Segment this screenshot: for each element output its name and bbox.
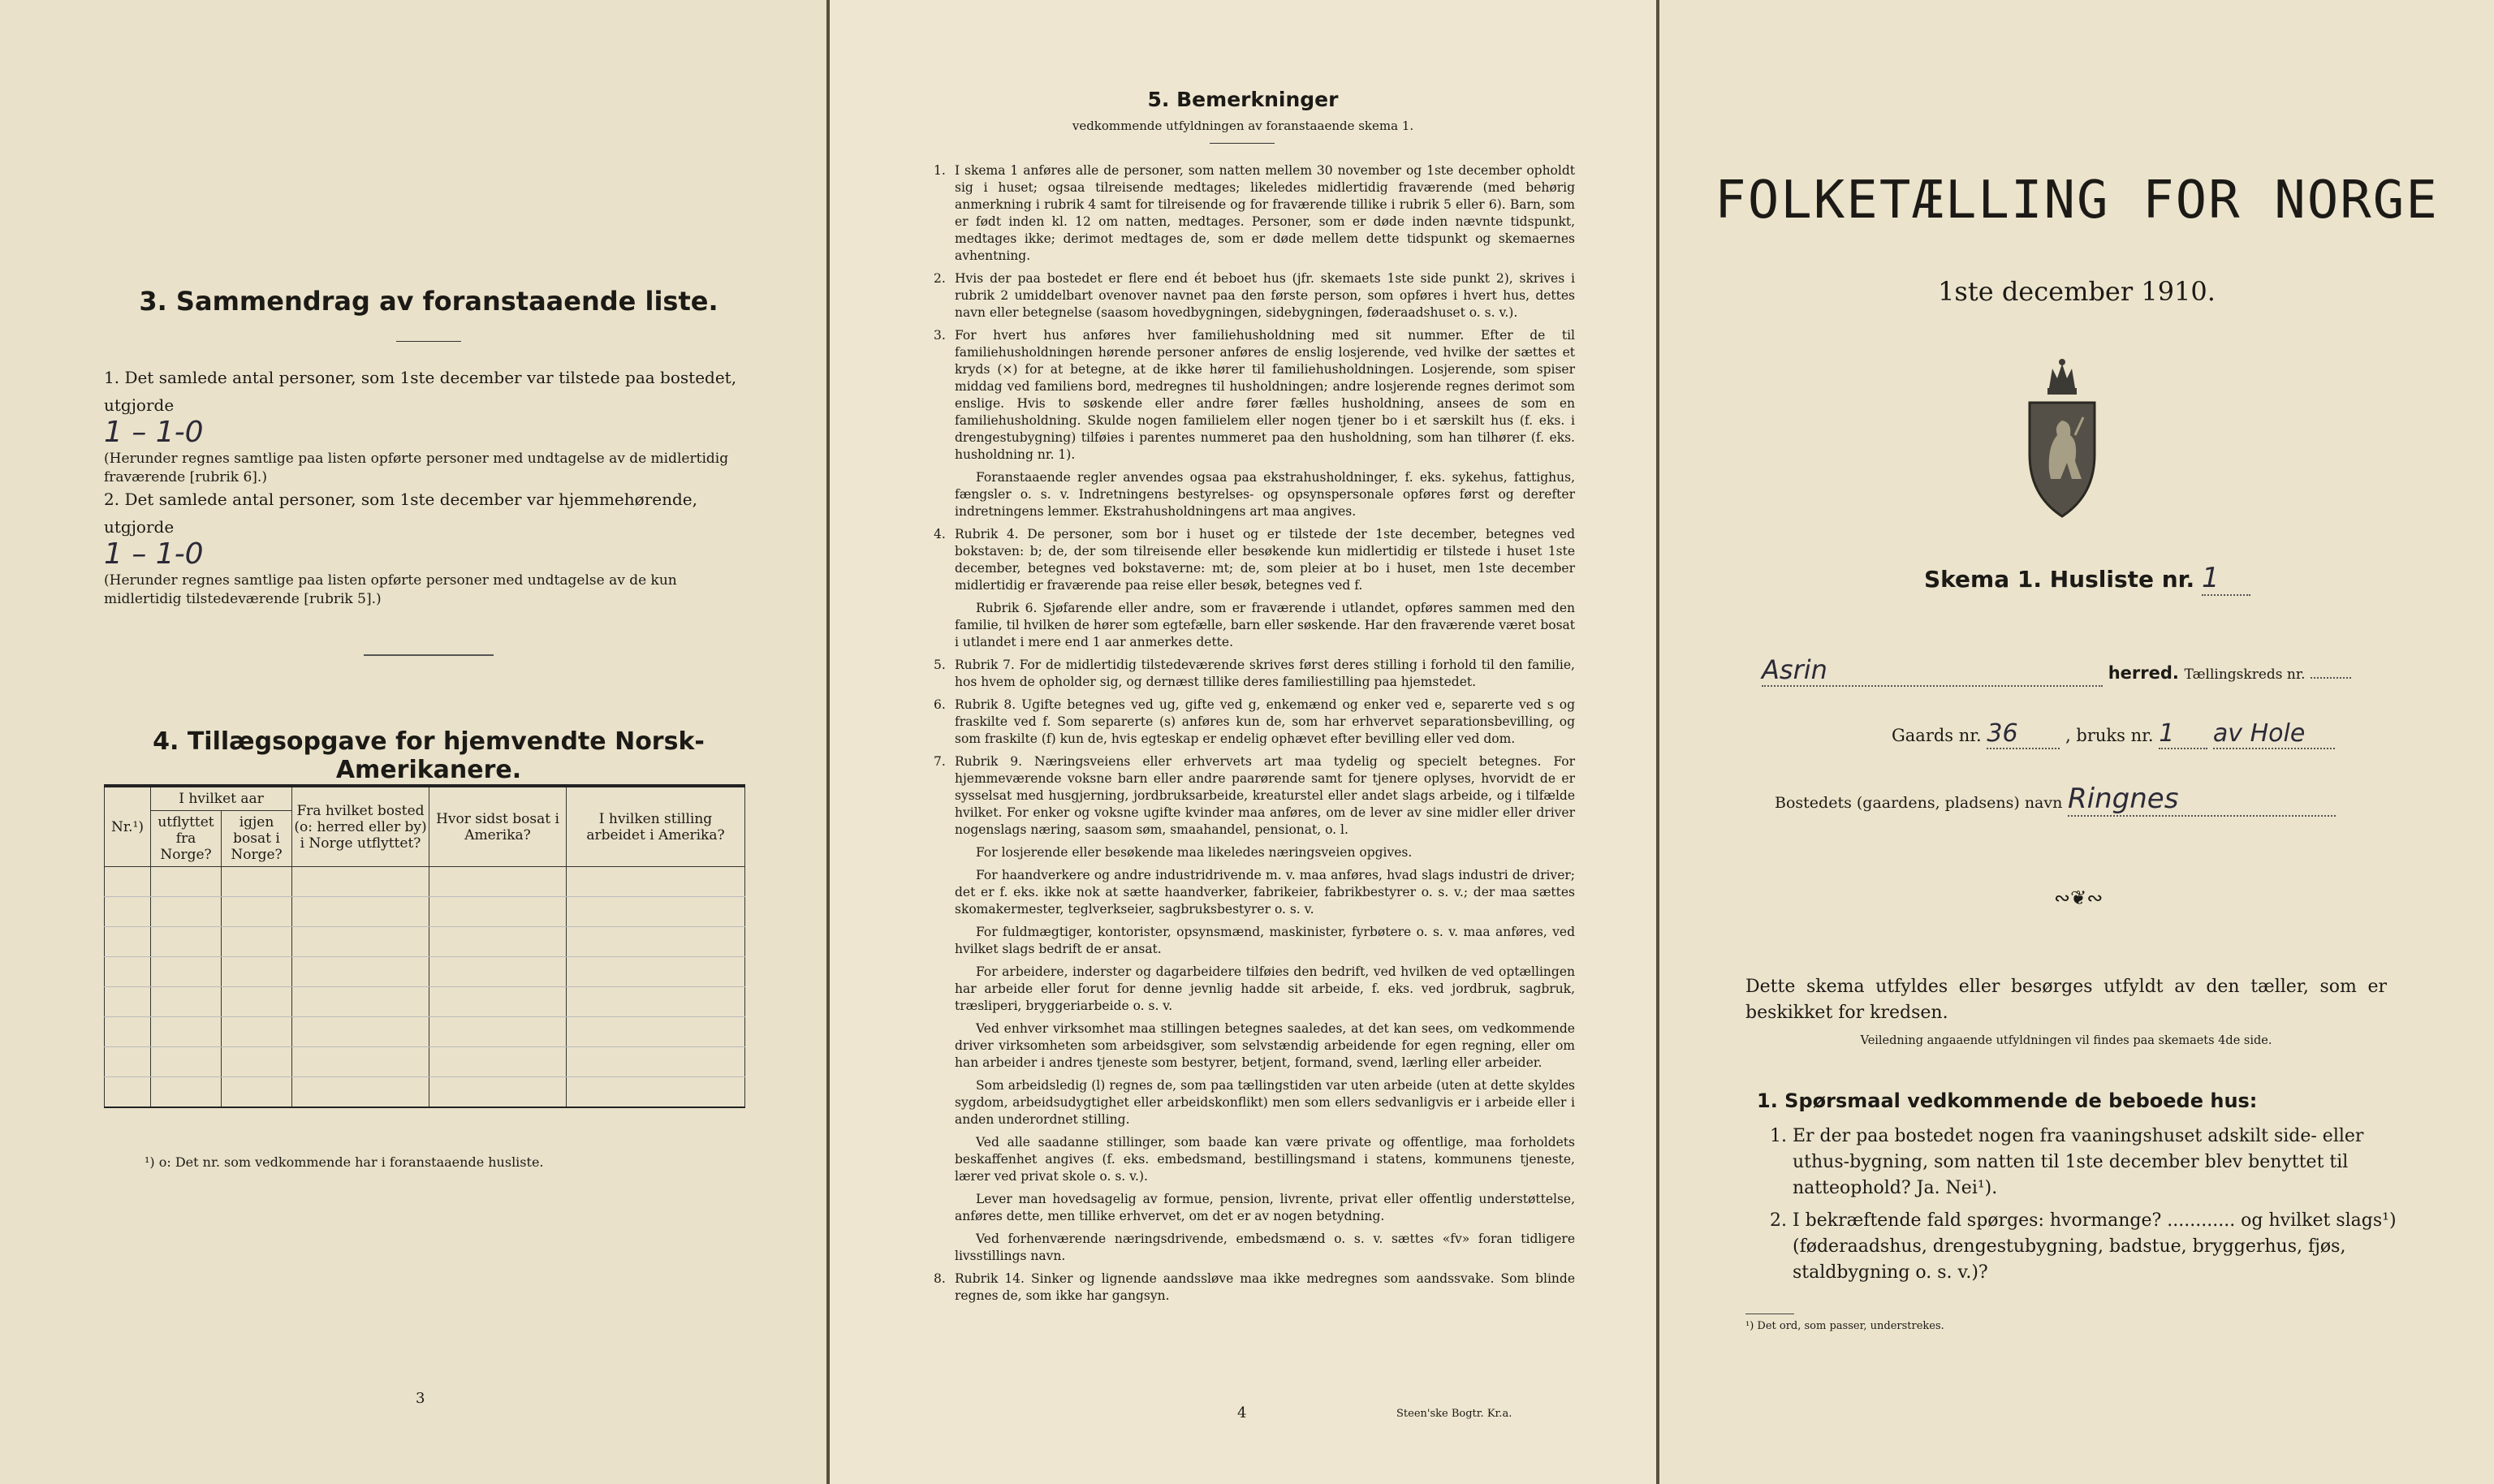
remark-text: For losjerende eller besøkende maa likeledes næringsveien opgives. — [976, 845, 1413, 860]
remark-number — [934, 1231, 955, 1265]
ornament: ∾❦∾ — [2054, 887, 2104, 909]
section-4-heading: 4. Tillægsopgave for hjemvendte Norsk-Amerikanere. — [153, 727, 705, 784]
remark-item — [934, 1270, 1575, 1305]
remark-number — [934, 1191, 955, 1225]
remark-text: I skema 1 anføres alle de personer, som natten mellem 30 november og 1ste december opholdt sig i huset; ogsaa tilreisende medtages; likeledes midlertidig fraværende (med behørig anmerkning i rubrik 4 samt for tilreisende og for fraværende tillike i rubrik 5 eller 6). Barn, som er født inden kl. 12 om natten, medtages. Personer, som er døde inden nævnte tidspunkt, medtages ikke; derimot medtages de, som er døde mellem dette tidspunkt og skemaernes avhentning. — [955, 163, 1575, 263]
remark-number: 6. — [934, 697, 946, 712]
remark-text: Ved forhenværende næringsdrivende, embedsmænd o. s. v. sættes «fv» foran tidligere livsstillings navn. — [955, 1232, 1575, 1263]
remark-text: Foranstaaende regler anvendes ogsaa paa ekstrahusholdninger, f. eks. sykehus, fattighus, fængsler o. s. v. Indretningens bestyrelses- og opsynspersonale opføres først og derefter indretningens lemmer. Ekstrahusholdningens art maa angives. — [955, 470, 1575, 519]
remark-item — [934, 1134, 1575, 1185]
table-row — [105, 867, 745, 897]
remark-item — [934, 697, 1575, 748]
house-question-1: 1. Er der paa bostedet nogen fra vaaningshuset adskilt side- eller uthus-bygning, som natten til 1ste december blev benyttet til natteophold? Ja. Nei¹). — [1770, 1126, 2364, 1198]
norsk-amerikanere-table — [104, 784, 745, 1108]
remark-text: Rubrik 14. Sinker og lignende aandssløve maa ikke medregnes som aandssvake. Som blinde regnes de, som ikke har gangsyn. — [955, 1271, 1575, 1303]
remark-number — [934, 924, 955, 958]
table-row — [105, 957, 745, 987]
remark-item — [934, 924, 1575, 958]
q2-handwritten-value: 1 – 1-0 — [104, 537, 204, 571]
remark-number: 4. — [934, 527, 946, 541]
remark-number — [934, 1077, 955, 1128]
remark-item — [934, 753, 1575, 839]
q2-text: 2. Det samlede antal personer, som 1ste december var hjemmehørende, utgjorde — [104, 490, 697, 537]
remark-text: For arbeidere, inderster og dagarbeidere tilføies den bedrift, ved hvilken de ved optællingen har arbeide eller forut for denne jevnlig hadde sit arbeide, f. eks. ved jordbruk, sagbruk, træsliperi, bryggeriarbeide o. s. v. — [955, 964, 1575, 1013]
remark-number: 5. — [934, 658, 946, 672]
summary-question-1 — [104, 364, 745, 487]
intro-note: Veiledning angaaende utfyldningen vil findes paa skemaets 4de side. — [1860, 1034, 2272, 1047]
remarks-list — [934, 162, 1575, 1310]
remark-item — [934, 162, 1575, 265]
table-row — [105, 987, 745, 1017]
col-hvor-sidst: Hvor sidst bosat i Amerika? — [429, 786, 567, 867]
table-row — [105, 1017, 745, 1047]
remark-item — [934, 526, 1575, 594]
remark-text: For fuldmægtiger, kontorister, opsynsmænd, maskinister, fyrbøtere o. s. v. maa anføres, ved hvilket slags bedrift de er ansat. — [955, 925, 1575, 956]
remark-text: Rubrik 6. Sjøfarende eller andre, som er fraværende i utlandet, opføres sammen med den familie, til hvilken de hører som egtefælle, barn eller søskende. Har den fraværende været bosat i utlandet i mere end 1 aar anmerkes dette. — [955, 601, 1575, 649]
schema-line — [1924, 562, 2330, 596]
remark-text: Hvis der paa bostedet er flere end ét beboet hus (jfr. skemaets 1ste side punkt 2), skrives i rubrik 2 umiddelbart ovenover navnet paa den første person, som opføres i hvert hus, dettes navn eller betegnelse (saasom hovedbygningen, sidebygningen, føderaadshuset o. s. v.). — [955, 271, 1575, 320]
remark-item — [934, 469, 1575, 520]
remark-number — [934, 469, 955, 520]
remark-item — [934, 844, 1575, 861]
remark-item — [934, 657, 1575, 691]
form-date: 1ste december 1910. — [1938, 276, 2216, 307]
remark-text: Lever man hovedsagelig av formue, pension, livrente, privat eller offentlig understøttelse, anføres dette, men tillike erhvervet, om det er av nogen betydning. — [955, 1192, 1575, 1223]
col-nr: Nr.¹) — [105, 786, 151, 867]
remark-item — [934, 1231, 1575, 1265]
husliste-number: 1 — [2202, 562, 2250, 596]
table-row — [105, 1077, 745, 1108]
remark-item — [934, 327, 1575, 464]
remark-text: Som arbeidsledig (l) regnes de, som paa tællingstiden var uten arbeide (uten at dette skyldes sygdom, arbeidsudygtighet eller arbeidskonflikt) men som ellers sedvanligvis er i arbeide eller i anden underordnet stilling. — [955, 1078, 1575, 1127]
remark-text: Rubrik 4. De personer, som bor i huset og er tilstede der 1ste december, betegnes ved bokstaven: b; de, der som tilreisende eller besøkende kun midlertidig er tilstede i huset 1ste december, betegnes ved bokstaverne: mt; de, som pleier at bo i huset, men 1ste december midlertidig er fraværende paa reise eller besøk, betegnes ved f. — [955, 527, 1575, 593]
remark-text: Rubrik 9. Næringsveiens eller erhvervets art maa tydelig og specielt betegnes. For hjemmeværende voksne barn eller andre paarørende samt for tjenere oplyses, hvorvidt de er sysselsat med husgjerning, jordbruksarbeide, kreaturstel eller andet slags arbeide, og i tilfælde hvilket. For enker og voksne ugifte kvinder maa anføres, om de lever av sine midler eller driver nogenslags næring, saasom søm, smaahandel, pensionat, o. l. — [955, 754, 1575, 837]
gaards-value: 36 — [1987, 719, 2060, 749]
herred-value: Asrin — [1762, 654, 2103, 687]
q2-note: (Herunder regnes samtlige paa listen opførte personer med undtagelse av de kun midlertidig tilstedeværende [rubrik 5].) — [104, 572, 677, 607]
house-questions-heading: 1. Spørsmaal vedkommende de beboede hus: — [1757, 1089, 2258, 1112]
remark-item — [934, 270, 1575, 321]
remark-text: Rubrik 8. Ugifte betegnes ved ug, gifte ved g, enkemænd og enker ved e, separerte ved s og fraskilte ved f. Som separerte (s) anføres kun de, som har erhvervet separationsbevilling, og som fraskilte (f) kun de, hvis egteskap er endelig ophævet efter bevilling eller ved dom. — [955, 697, 1575, 746]
table-row — [105, 1047, 745, 1077]
remark-text: Ved enhver virksomhet maa stillingen betegnes saaledes, at det kan sees, om vedkommende driver virksomheten som arbeidsgiver, som selvstændig arbeidende for egen regning, eller om han arbeider i andres tjeneste som bestyrer, betjent, formand, svend, lærling eller arbeider. — [955, 1021, 1575, 1070]
bosted-label: Bostedets (gaardens, pladsens) navn — [1775, 794, 2063, 812]
remark-number — [934, 1134, 955, 1185]
remark-item — [934, 1020, 1575, 1072]
page-number-3: 3 — [416, 1390, 425, 1407]
page-3-footnote: ¹) o: Det nr. som vedkommende har i foranstaaende husliste. — [145, 1154, 544, 1170]
divider — [1210, 143, 1275, 144]
section-3-heading: 3. Sammendrag av foranstaaende liste. — [139, 286, 718, 317]
remark-item — [934, 600, 1575, 651]
remark-item — [934, 1191, 1575, 1225]
herred-label: herred. — [2108, 663, 2179, 683]
page-1-footnote: ¹) Det ord, som passer, understrekes. — [1745, 1320, 1944, 1332]
remark-number: 2. — [934, 271, 946, 286]
printer-mark: Steen'ske Bogtr. Kr.a. — [1396, 1408, 1512, 1420]
house-questions — [1757, 1088, 2398, 1286]
section-5-subheading: vedkommende utfyldningen av foranstaaende skema 1. — [1072, 119, 1414, 133]
section-5-heading: 5. Bemerkninger — [1147, 88, 1339, 111]
herred-row — [1762, 654, 2379, 687]
remark-item — [934, 964, 1575, 1015]
remark-number: 8. — [934, 1271, 946, 1286]
remark-number — [934, 964, 955, 1015]
bosted-value: Ringnes — [2068, 783, 2336, 817]
remark-text: For haandverkere og andre industridrivende m. v. maa anføres, hvad slags industri de driver; det er f. eks. ikke nok at sætte haandverker, fabrikeier, fabrikbestyrer o. s. v.; der maa sættes skomakermester, teglverkseier, sagbruksbestyrer o. s. v. — [955, 868, 1575, 917]
remark-number — [934, 844, 955, 861]
col-fra-bosted: Fra hvilket bosted (o: herred eller by) i Norge utflyttet? — [292, 786, 429, 867]
remark-text: Ved alle saadanne stillinger, som baade kan være private og offentlige, maa forholdets beskaffenhet angives (f. eks. embedsmand, bestillingsmand i statens, kommunens tjeneste, lærer ved privat skole o. s. v.). — [955, 1135, 1575, 1184]
house-question-2: 2. I bekræftende fald spørges: hvormange? ............ og hvilket slags¹) (føderaadshus, drengestubygning, badstue, bryggerhus, fjøs, staldbygning o. s. v.)? — [1770, 1210, 2397, 1283]
summary-question-2 — [104, 485, 745, 609]
col-utflyttet: utflyttet fra Norge? — [151, 811, 222, 867]
remark-number: 7. — [934, 754, 946, 769]
q1-handwritten-value: 1 – 1-0 — [104, 416, 204, 449]
remark-number: 3. — [934, 328, 946, 343]
remark-number: 1. — [934, 163, 946, 178]
table-row — [105, 897, 745, 927]
bruks-label: , bruks nr. — [2065, 726, 2154, 745]
gaards-label: Gaards nr. — [1892, 726, 1982, 745]
col-hvilket-aar: I hvilket aar — [151, 786, 292, 811]
hole-value: av Hole — [2213, 719, 2335, 749]
bosted-row — [1775, 783, 2392, 817]
remark-number — [934, 867, 955, 918]
schema-label: Skema 1. Husliste nr. — [1924, 566, 2195, 593]
norwegian-coat-of-arms-icon — [2025, 357, 2099, 520]
kreds-value — [2311, 677, 2351, 679]
divider — [396, 341, 461, 342]
table-row — [105, 927, 745, 957]
q1-note: (Herunder regnes samtlige paa listen opførte personer med undtagelse av de midlertidig fraværende [rubrik 6].) — [104, 451, 729, 485]
divider — [364, 654, 494, 656]
kreds-label: Tællingskreds nr. — [2184, 667, 2306, 683]
remark-text: Rubrik 7. For de midlertidig tilstedeværende skrives først deres stilling i forhold til den familie, hos hvem de opholder sig, og dernæst tillike deres familiestilling paa hjemstedet. — [955, 658, 1575, 689]
remark-item — [934, 867, 1575, 918]
page-number-4: 4 — [1237, 1404, 1247, 1421]
form-title: FOLKETÆLLING FOR NORGE — [1715, 170, 2439, 231]
col-bosat: igjen bosat i Norge? — [222, 811, 292, 867]
col-stilling: I hvilken stilling arbeidet i Amerika? — [567, 786, 745, 867]
remark-number — [934, 600, 955, 651]
remark-text: For hvert hus anføres hver familiehusholdning med sit nummer. Efter de til familiehusholdningen hørende personer anføres de enslig losjerende, ved hvilke der sættes et kryds (×) for at betegne, at de ikke hører til familiehusholdningen. Losjerende, som spiser middag ved familiens bord, medregnes til husholdningen; andre losjerende regnes derimot som enslige. Hvis to søskende eller andre fører fælles husholdning, ansees de som en familiehusholdning. Skulde nogen familielem eller nogen tjener bo i et særskilt hus (f. eks. i drengestubygning) tilføies i parentes nummeret paa den husholdning, som han tilhører (f. eks. husholdning nr. 1). — [955, 328, 1575, 462]
remark-item — [934, 1077, 1575, 1128]
bruks-value: 1 — [2159, 719, 2207, 749]
gaards-row — [1892, 719, 2411, 749]
q1-text: 1. Det samlede antal personer, som 1ste december var tilstede paa bostedet, utgjorde — [104, 368, 737, 415]
remark-number — [934, 1020, 955, 1072]
intro-text: Dette skema utfyldes eller besørges utfyldt av den tæller, som er beskikket for kredsen. — [1745, 977, 2387, 1023]
